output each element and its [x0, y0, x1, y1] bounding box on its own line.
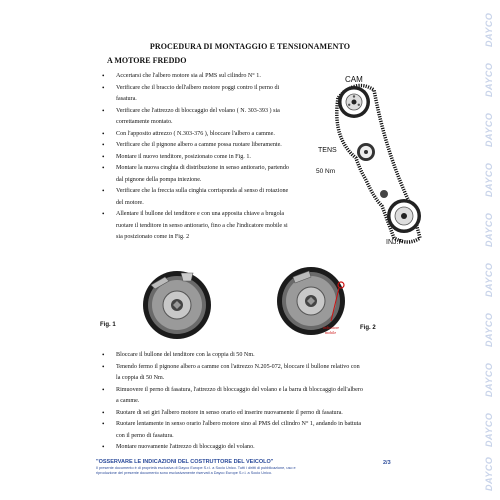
procedure-step: • Ruotare di sei giri l'albero motore in senso orario ed inserire nuovamente il perno di fasatura. — [100, 408, 390, 420]
procedure-step: • Verificare che l'attrezzo di bloccaggio del volano ( N. 303-393 ) sia — [100, 106, 325, 118]
section-title: A MOTORE FREDDO — [107, 56, 187, 65]
procedure-step: • Allentare il bullone del tenditore e con una apposita chiave a brugola — [100, 209, 325, 221]
procedure-step: • Verificare che il braccio dell'albero motore poggi contro il perno di — [100, 83, 325, 95]
procedure-step: • Montare la nuova cinghia di distribuzione in senso antiorario, partendo — [100, 163, 325, 175]
footer-copyright-1: Il presente documento è di proprietà esclusiva di Dayco Europe S.r.l. a Socio Unico. Tutti i diritti di pubblicazione, uso e — [96, 466, 296, 470]
fig2-illustration — [253, 263, 366, 341]
belt-diagram-svg — [316, 68, 431, 258]
procedure-step: • Rimuovere il perno di fasatura, l'attrezzo di bloccaggio del volano e la barra di bloccaggio dell'albero — [100, 385, 390, 397]
fig1-tensioner-photo — [121, 263, 231, 341]
dayco-watermark: DAYCO — [484, 212, 494, 248]
procedure-step: • Tenendo fermo il pignone albero a camme con l'attrezzo N.205-072, bloccare il bullone relativo con — [100, 362, 390, 374]
indicator-label-2: mobile — [325, 330, 337, 335]
dayco-watermark: DAYCO — [484, 62, 494, 98]
fig2-label: Fig. 2 — [360, 325, 376, 331]
procedure-step-continuation: la coppia di 50 Nm. — [116, 375, 165, 381]
procedure-step: • Accertarsi che l'albero motore sia al PMS sul cilindro N° 1. — [100, 71, 325, 83]
torque-label: 50 Nm — [316, 168, 336, 175]
cam-pulley — [338, 86, 370, 118]
footer-title: "OSSERVARE LE INDICAZIONI DEL COSTRUTTORE DEL VEICOLO" — [96, 459, 274, 465]
procedure-step-continuation: del motore. — [116, 199, 144, 206]
fig1-illustration — [121, 263, 231, 341]
tens-label: TENS — [318, 147, 337, 154]
procedure-step-continuation: correttamente montato. — [116, 119, 173, 125]
injection-pump-pulley — [387, 199, 421, 233]
page-number: 2/3 — [383, 460, 391, 466]
dayco-watermark: DAYCO — [484, 262, 494, 298]
procedure-step-continuation: a camme. — [116, 398, 140, 404]
tensioner-pulley — [357, 143, 375, 161]
cam-label: CAM — [345, 75, 363, 84]
dayco-watermark: DAYCO — [484, 312, 494, 348]
idler-pulley — [380, 190, 388, 198]
dayco-watermark: DAYCO — [484, 12, 494, 48]
injp-label: INJ.P — [386, 239, 404, 246]
belt-routing-diagram — [316, 68, 431, 258]
dayco-watermark: DAYCO — [484, 362, 494, 398]
procedure-step-continuation: fasatura. — [116, 96, 137, 102]
dayco-watermark: DAYCO — [484, 456, 494, 492]
procedure-step: • Verificare che il pignone albero a camme possa ruotare liberamente. — [100, 140, 325, 152]
fig1-label: Fig. 1 — [100, 322, 116, 328]
dayco-watermark: DAYCO — [484, 112, 494, 148]
page-title: PROCEDURA DI MONTAGGIO E TENSIONAMENTO — [149, 42, 351, 51]
procedure-step: • Bloccare il bullone del tenditore con la coppia di 50 Nm. — [100, 350, 390, 362]
procedure-step: • Verificare che la freccia sulla cinghia corrisponda al senso di rotazione — [100, 186, 325, 198]
procedure-step-continuation: ruotare il tenditore in senso antiorario, fino a che l'indicatore mobile si — [116, 222, 288, 229]
procedure-step-continuation: con il perno di fasatura. — [116, 432, 174, 439]
procedure-steps-top — [100, 71, 325, 244]
procedure-step: • Con l'apposito attrezzo ( N.303-376 ), bloccare l'albero a camme. — [100, 129, 325, 141]
dayco-watermark-strip — [482, 0, 500, 500]
procedure-step: • Ruotare lentamente in senso orario l'albero motore sino al PMS del cilindro N° 1, andando in battuta — [100, 419, 390, 431]
procedure-steps-bottom — [100, 350, 390, 454]
footer — [96, 459, 396, 476]
dayco-watermark: DAYCO — [484, 162, 494, 198]
procedure-step-continuation: sia posizionato come in Fig. 2 — [116, 234, 190, 240]
dayco-watermark: DAYCO — [484, 412, 494, 448]
procedure-step: • Montare nuovamente l'attrezzo di bloccaggio del volano. — [100, 442, 390, 454]
fig2-tensioner-photo — [253, 263, 366, 341]
procedure-step-continuation: dal pignone della pompa iniezione. — [116, 176, 202, 183]
procedure-step: • Montare il nuovo tenditore, posizionato come in Fig. 1. — [100, 152, 325, 164]
footer-copyright-2: riproduzione del presente documento sono esclusivamente riservati a Dayco Europe S.r.l. a Socio Unico. — [96, 471, 273, 476]
indicator-label-1: indicatore — [323, 325, 339, 330]
